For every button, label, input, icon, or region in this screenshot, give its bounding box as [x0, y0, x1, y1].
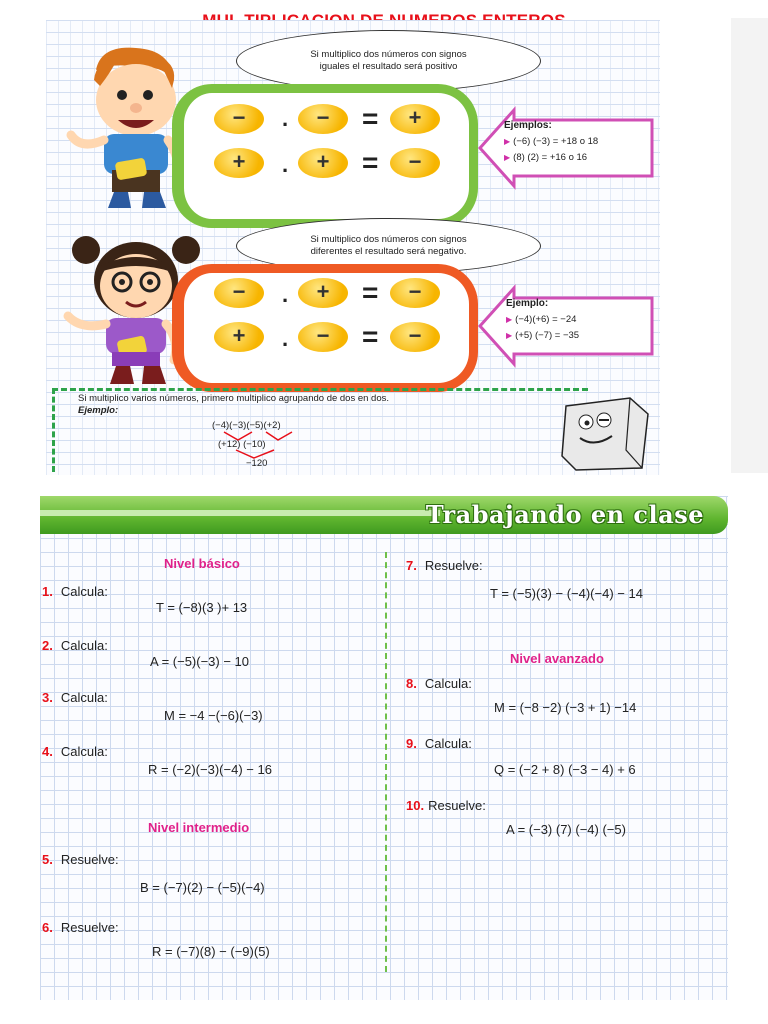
example-label: Ejemplo:: [78, 405, 119, 416]
question-2-expression: A = (−5)(−3) − 10: [150, 654, 250, 669]
minus-circle-icon: −: [214, 104, 264, 134]
example-line: (−4)(+6) = −24: [515, 314, 577, 325]
worksheet: [40, 496, 728, 1000]
bullet-icon: ▶: [506, 315, 513, 324]
same-signs-bubble: [236, 30, 541, 92]
level-basic: Nivel básico: [164, 556, 240, 571]
column-divider: [385, 552, 387, 972]
equals-sign: =: [362, 147, 379, 178]
diff-signs-examples: [506, 296, 579, 344]
question-verb: Resuelve:: [60, 852, 119, 867]
examples-title: Ejemplos:: [504, 120, 552, 131]
question-1-expression: T = (−8)(3 )+ 13: [156, 600, 248, 615]
plus-circle-icon: +: [298, 278, 348, 308]
minus-circle-icon: −: [390, 322, 440, 352]
question-3: [42, 690, 108, 705]
plus-circle-icon: +: [390, 104, 440, 134]
minus-circle-icon: −: [298, 104, 348, 134]
question-3-expression: M = −4 −(−6)(−3): [164, 708, 263, 723]
example-line: (8) (2) = +16 o 16: [513, 152, 588, 163]
equals-sign: =: [362, 103, 379, 134]
multiple-numbers-text: Si multiplico varios números, primero multiplico agrupando de dos en dos.: [78, 393, 390, 404]
question-8-expression: M = (−8 −2) (−3 + 1) −14: [494, 700, 637, 715]
minus-circle-icon: −: [214, 278, 264, 308]
example-line: (+5) (−7) = −35: [515, 330, 580, 341]
question-verb: Calcula:: [60, 584, 108, 599]
question-number: 10.: [406, 798, 425, 813]
examples-title: Ejemplo:: [506, 298, 549, 309]
dot-operator: .: [282, 326, 289, 351]
question-number: 1.: [42, 584, 53, 599]
question-10: [406, 798, 486, 813]
question-7-expression: T = (−5)(3) − (−4)(−4) − 14: [490, 586, 643, 601]
question-number: 4.: [42, 744, 53, 759]
plus-circle-icon: +: [214, 148, 264, 178]
question-verb: Calcula:: [424, 736, 472, 751]
dot-operator: .: [282, 152, 289, 177]
minus-circle-icon: −: [298, 322, 348, 352]
bubble-line: Si multiplico dos números con signos: [310, 234, 467, 245]
question-2: [42, 638, 108, 653]
question-7: [406, 558, 483, 573]
question-5-expression: B = (−7)(2) − (−5)(−4): [140, 880, 265, 895]
question-number: 9.: [406, 736, 417, 751]
question-10-expression: A = (−3) (7) (−4) (−5): [506, 822, 626, 837]
question-number: 8.: [406, 676, 417, 691]
question-8: [406, 676, 472, 691]
minus-circle-icon: −: [390, 278, 440, 308]
equals-sign: =: [362, 321, 379, 352]
question-number: 6.: [42, 920, 53, 935]
question-verb: Calcula:: [60, 638, 108, 653]
question-number: 3.: [42, 690, 53, 705]
example-line: (−6) (−3) = +18 o 18: [513, 136, 599, 147]
question-5: [42, 852, 119, 867]
bubble-line: Si multiplico dos números con signos: [310, 49, 467, 60]
question-verb: Resuelve:: [428, 798, 486, 813]
level-intermediate: Nivel intermedio: [148, 820, 250, 835]
equals-sign: =: [362, 277, 379, 308]
eraser-character-icon: [552, 394, 656, 474]
bullet-icon: ▶: [504, 137, 511, 146]
question-verb: Calcula:: [424, 676, 472, 691]
question-4-expression: R = (−2)(−3)(−4) − 16: [148, 762, 272, 777]
question-verb: Resuelve:: [424, 558, 483, 573]
bubble-line: diferentes el resultado será negativo.: [310, 246, 467, 257]
minus-circle-icon: −: [390, 148, 440, 178]
question-6: [42, 920, 119, 935]
question-number: 2.: [42, 638, 53, 653]
side-panel: [731, 18, 768, 473]
question-verb: Resuelve:: [60, 920, 119, 935]
banner: [40, 496, 728, 534]
level-advanced: Nivel avanzado: [510, 651, 604, 666]
question-9-expression: Q = (−2 + 8) (−3 − 4) + 6: [494, 762, 636, 777]
banner-stripe: [40, 510, 440, 516]
dot-operator: .: [282, 282, 289, 307]
question-4: [42, 744, 108, 759]
plus-circle-icon: +: [298, 148, 348, 178]
bubble-line: iguales el resultado será positivo: [319, 61, 458, 72]
question-6-expression: R = (−7)(8) − (−9)(5): [152, 944, 270, 959]
question-9: [406, 736, 472, 751]
question-number: 7.: [406, 558, 417, 573]
bullet-icon: ▶: [504, 153, 511, 162]
question-number: 5.: [42, 852, 53, 867]
banner-title: Trabajando en clase: [425, 500, 704, 529]
same-signs-examples: [504, 118, 598, 166]
bullet-icon: ▶: [506, 331, 513, 340]
multi-line-1: (−4)(−3)(−5)(+2): [212, 420, 281, 431]
question-verb: Calcula:: [60, 744, 108, 759]
question-verb: Calcula:: [60, 690, 108, 705]
multi-line-2: (+12) (−10): [218, 439, 266, 450]
dot-operator: .: [282, 106, 289, 131]
multi-line-3: −120: [246, 458, 268, 469]
plus-circle-icon: +: [214, 322, 264, 352]
question-1: [42, 584, 108, 599]
